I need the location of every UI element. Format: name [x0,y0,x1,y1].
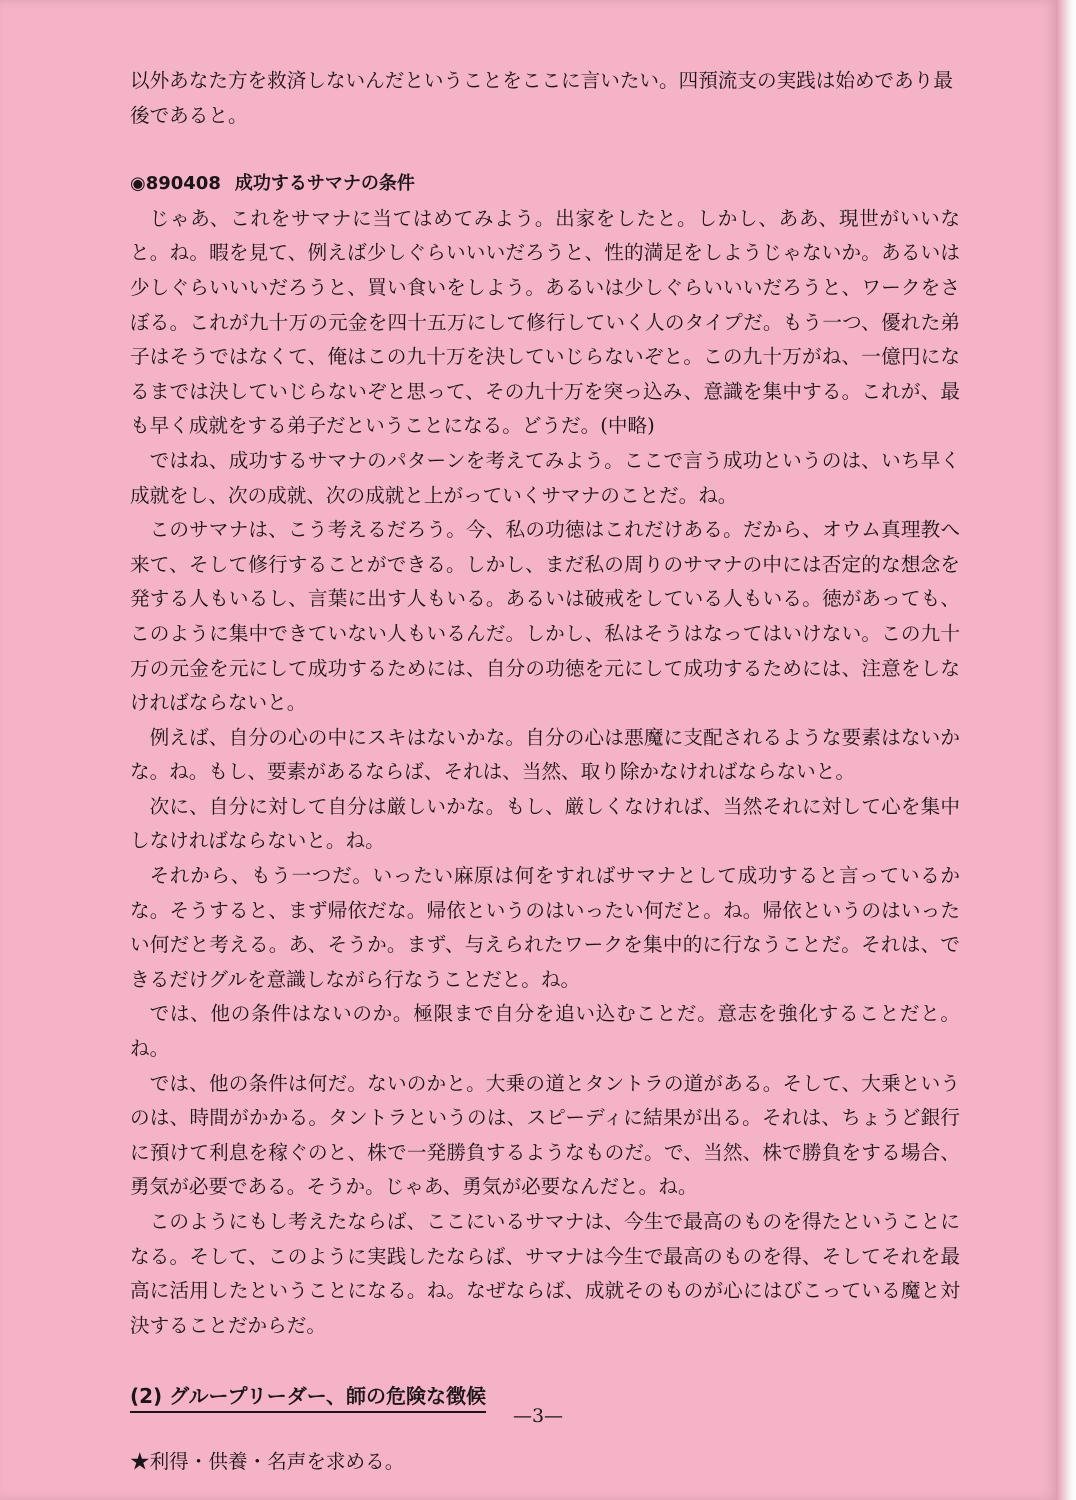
section-heading [130,167,960,202]
heading-title: 成功するサマナの条件 [234,173,415,195]
page-number: —3— [512,1405,564,1427]
paragraph: では、他の条件はないのか。極限まで自分を追い込むことだ。意志を強化することだと。ね。 [130,1002,960,1061]
paragraph: 例えば、自分の心の中にスキはないかな。自分の心は悪魔に支配されるような要素はないかな。ね。もし、要素があるならば、それは、当然、取り除かなければならないと。 [130,725,960,784]
intro-line-1: 以外あなた方を救済しないんだということをここに言いたい。四預流支の実践は始めであり最 [130,69,953,92]
bullet-item: ★利得・供養・名声を求める。 [130,1449,405,1473]
intro-line-2: 後であると。 [130,103,248,127]
paragraph: ではね、成功するサマナのパターンを考えてみよう。ここで言う成功というのは、いち早く成就をし、次の成就、次の成就と上がっていくサマナのことだ。ね。 [130,448,960,507]
paragraph: 次に、自分に対して自分は厳しいかな。もし、厳しくなければ、当然それに対して心を集中しなければならないと。ね。 [130,794,960,853]
paragraph: じゃあ、これをサマナに当てはめてみよう。出家をしたと。しかし、ああ、現世がいいなと。ね。暇を見て、例えば少しぐらいいいだろうと、性的満足をしようじゃないか。あるいは少しぐらいいいだろうと、買い食いをしよう。あるいは少しぐらいいいだろうと、ワークをさぼる。これが九十万の元金を四十五万にして修行していく人のタイプだ。もう一つ、優れた弟子はそうではなくて、俺はこの九十万を決していじらないぞと。この九十万がね、一億円になるまでは決していじらないぞと思って、その九十万を突っ込み、意識を集中する。これが、最も早く成就をする弟子だということになる。どうだ。(中略) [130,206,960,438]
page-edge [1058,0,1076,1500]
paragraph: このようにもし考えたならば、ここにいるサマナは、今生で最高のものを得たということになる。そして、このように実践したならば、サマナは今生で最高のものを得、そしてそれを最高に活用したということになる。ね。なぜならば、成就そのものが心にはびこっている魔と対決することだからだ。 [130,1210,960,1337]
paragraph: それから、もう一つだ。いったい麻原は何をすればサマナとして成功すると言っているかな。そうすると、まず帰依だな。帰依というのはいったい何だと。ね。帰依というのはいったい何だと考える。あ、そうか。まず、与えられたワークを集中的に行なうことだ。それは、できるだけグルを意識しながら行なうことだと。ね。 [130,864,960,991]
document-body [130,64,960,1480]
paragraph: このサマナは、こう考えるだろう。今、私の功徳はこれだけある。だから、オウム真理教へ来て、そして修行することができる。しかし、まだ私の周りのサマナの中には否定的な想念を発する人もいるし、言葉に出す人もいる。あるいは破戒をしている人もいる。徳があっても、このように集中できていない人もいるんだ。しかし、私はそうはなってはいけない。この九十万の元金を元にして成功するためには、自分の功徳を元にして成功するためには、注意をしなければならないと。 [130,518,960,715]
heading-code: ◉890408 [130,173,221,195]
subsection-title: (2) グループリーダー、師の危険な徴候 [130,1381,486,1413]
paragraph: では、他の条件は何だ。ないのかと。大乗の道とタントラの道がある。そして、大乗というのは、時間がかかる。タントラというのは、スピーディに結果が出る。それは、ちょうど銀行に預けて利息を稼ぐのと、株で一発勝負するようなものだ。で、当然、株で勝負をする場合、勇気が必要である。そうか。じゃあ、勇気が必要なんだと。ね。 [130,1071,960,1199]
